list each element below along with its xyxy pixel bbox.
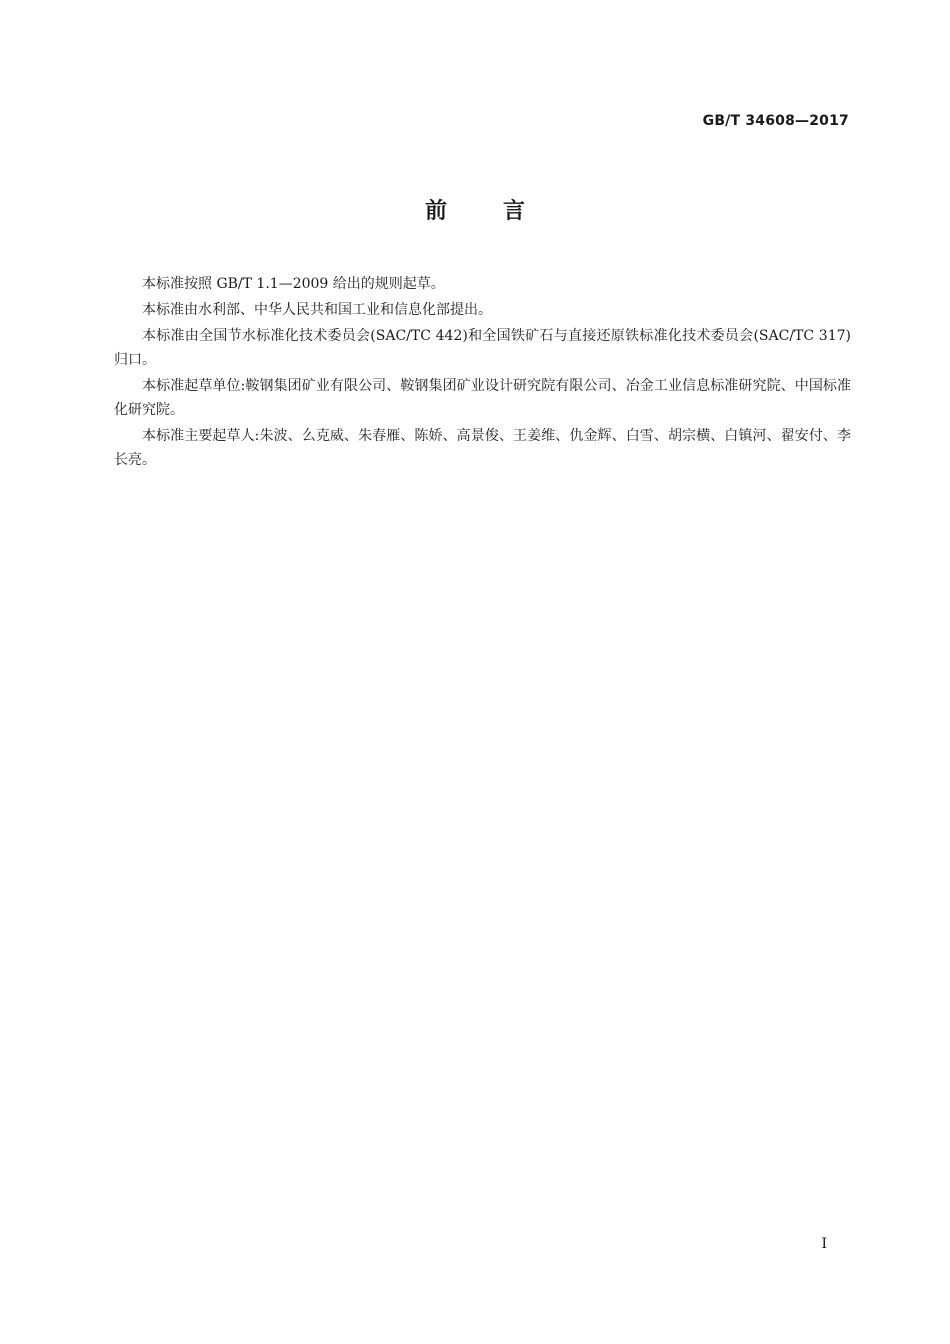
- paragraph-drafting-units: 本标准起草单位:鞍钢集团矿业有限公司、鞍钢集团矿业设计研究院有限公司、冶金工业信息标准研究院、中国标准化研究院。: [114, 378, 851, 418]
- paragraph-proposer: 本标准由水利部、中华人民共和国工业和信息化部提出。: [142, 302, 492, 318]
- page-number: I: [821, 1236, 827, 1252]
- foreword-body: [114, 272, 851, 474]
- paragraph-drafters: 本标准主要起草人:朱波、么克威、朱春雁、陈娇、高景俊、王姜维、仇金辉、白雪、胡宗横、白镇河、翟安付、李长亮。: [114, 428, 851, 468]
- page-title: 前言: [424, 199, 581, 224]
- paragraph-committee: 本标准由全国节水标准化技术委员会(SAC/TC 442)和全国铁矿石与直接还原铁标准化技术委员会(SAC/TC 317)归口。: [114, 328, 851, 368]
- paragraph-drafting-rules: 本标准按照 GB/T 1.1—2009 给出的规则起草。: [142, 276, 445, 292]
- standard-number: GB/T 34608—2017: [702, 113, 849, 129]
